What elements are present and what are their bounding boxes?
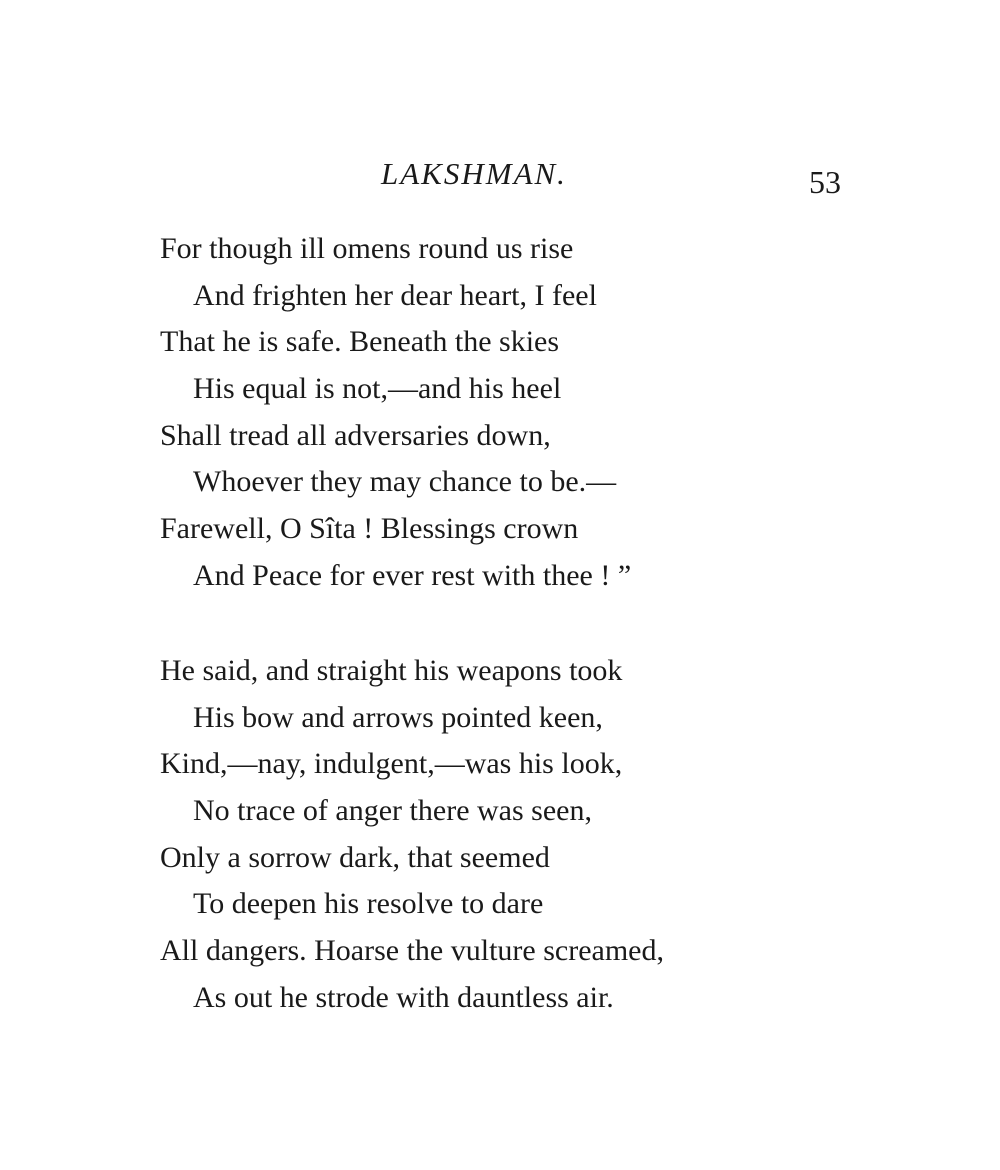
verse-line: His equal is not,—and his heel xyxy=(193,372,562,406)
poem-stanza xyxy=(160,226,631,600)
verse-line: Whoever they may chance to be.— xyxy=(193,465,617,499)
verse-line: That he is safe. Beneath the skies xyxy=(160,325,560,359)
verse-line: To deepen his resolve to dare xyxy=(193,887,544,921)
verse-line: He said, and straight his weapons took xyxy=(160,654,623,687)
verse-line: For though ill omens round us rise xyxy=(160,232,574,265)
poem-stanza xyxy=(160,648,664,1022)
running-title: LAKSHMAN. xyxy=(381,156,567,191)
verse-line: No trace of anger there was seen, xyxy=(193,794,592,828)
verse-line: And Peace for ever rest with thee ! ” xyxy=(193,558,632,592)
verse-line: Farewell, O Sîta ! Blessings crown xyxy=(160,512,579,546)
verse-line: And frighten her dear heart, I feel xyxy=(193,278,597,312)
verse-line: Shall tread all adversaries down, xyxy=(160,418,551,452)
verse-line: All dangers. Hoarse the vulture screamed, xyxy=(160,934,664,968)
page-number: 53 xyxy=(809,164,841,200)
verse-line: As out he strode with dauntless air. xyxy=(193,980,614,1014)
verse-line: His bow and arrows pointed keen, xyxy=(193,700,603,734)
verse-line: Kind,—nay, indulgent,—was his look, xyxy=(160,747,623,781)
verse-line: Only a sorrow dark, that seemed xyxy=(160,840,550,874)
